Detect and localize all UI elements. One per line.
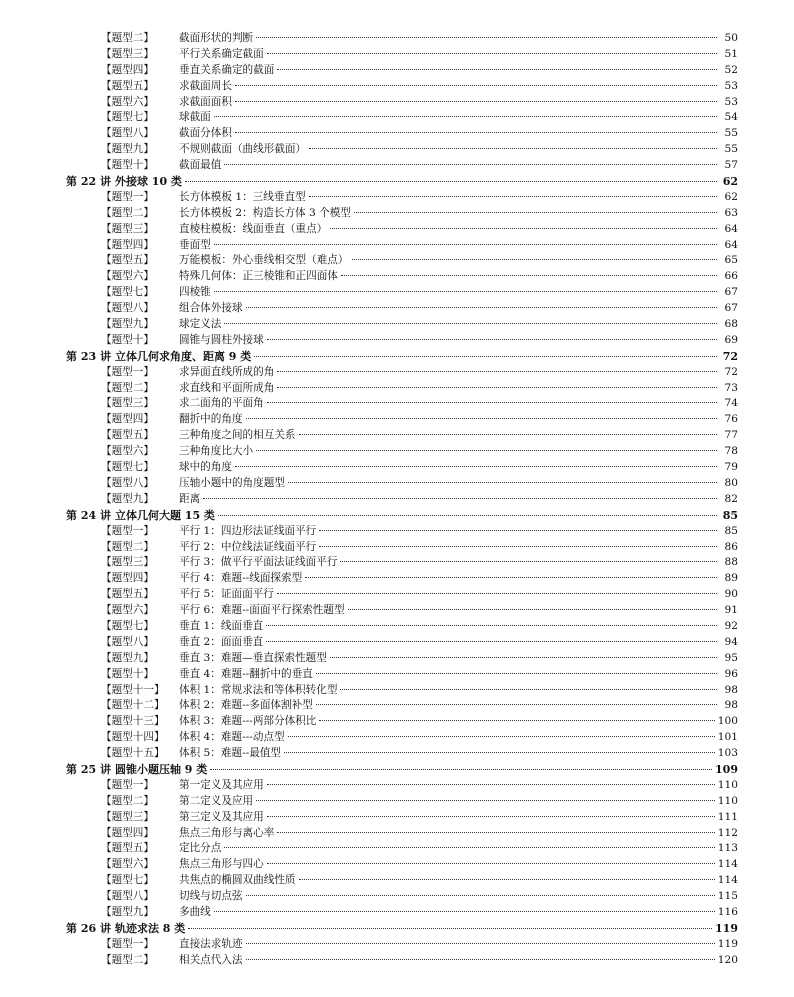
toc-entry[interactable] [66,428,738,444]
dot-leader [277,593,717,594]
entry-title: 平行 6：难题--面面平行探索性题型 [179,604,345,617]
entry-tag: 【题型九】 [101,318,154,331]
dot-leader [319,720,714,721]
page-number: 110 [717,778,738,791]
dot-leader [214,291,717,292]
page-number: 103 [717,747,738,760]
entry-tag: 【题型三】 [101,47,154,60]
toc-chapter-entry[interactable] [66,349,738,365]
toc-chapter-entry[interactable] [66,921,738,937]
dot-leader [246,895,715,896]
dot-leader [256,37,717,38]
toc-entry[interactable] [66,190,738,206]
entry-tag: 【题型一】 [101,365,154,378]
entry-title: 体积 5：难题--最值型 [179,747,282,760]
entry-tag: 【题型四】 [101,238,154,251]
dot-leader [185,181,717,182]
dot-leader [299,879,715,880]
page-number: 55 [724,143,738,156]
entry-tag: 【题型二】 [101,953,154,966]
entry-title: 平行 4：难题--线面探索型 [179,572,303,585]
entry-tag: 【题型三】 [101,556,154,569]
toc-entry[interactable] [66,444,738,460]
page-number: 67 [724,286,738,299]
entry-tag: 【题型一】 [101,524,154,537]
page-number: 53 [724,95,738,108]
toc-entry[interactable] [66,476,738,492]
dot-leader [348,609,717,610]
entry-title: 第三定义及其应用 [179,810,264,823]
entry-tag: 【题型五】 [101,254,154,267]
dot-leader [340,689,717,690]
entry-title: 共焦点的椭圆双曲线性质 [179,874,296,887]
dot-leader [309,196,717,197]
entry-title: 万能模板：外心垂线相交型（难点） [179,254,349,267]
entry-tag: 【题型七】 [101,111,154,124]
page-number: 64 [724,238,738,251]
toc-entry[interactable] [66,158,738,174]
entry-title: 平行 1：四边形法证线面平行 [179,524,317,537]
entry-tag: 【题型六】 [101,95,154,108]
entry-tag: 【题型六】 [101,445,154,458]
entry-title: 求异面直线所成的角 [179,365,275,378]
dot-leader [254,356,717,357]
entry-tag: 【题型九】 [101,492,154,505]
page-number: 65 [724,254,738,267]
page-number: 91 [724,604,738,617]
page-number: 95 [724,651,738,664]
entry-title: 圆锥与圆柱外接球 [179,333,264,346]
page-number: 76 [724,413,738,426]
page-number: 54 [724,111,738,124]
dot-leader [288,736,715,737]
page-number: 63 [724,206,738,219]
toc-entry[interactable] [66,79,738,95]
toc-entry[interactable] [66,651,738,667]
page-number: 98 [724,699,738,712]
entry-tag: 【题型六】 [101,270,154,283]
page-number: 114 [717,858,738,871]
entry-title: 三种角度比大小 [179,445,254,458]
entry-tag: 【题型六】 [101,604,154,617]
entry-tag: 【题型二】 [101,381,154,394]
dot-leader [246,418,717,419]
toc-entry[interactable] [66,826,738,842]
toc-entry[interactable] [66,698,738,714]
dot-leader [299,434,717,435]
toc-entry[interactable] [66,412,738,428]
dot-leader [267,53,717,54]
page-number: 62 [724,190,738,203]
toc-chapter-entry[interactable] [66,762,738,778]
page-number: 62 [722,175,738,189]
chapter-title: 立体几何求角度、距离 9 类 [114,349,252,363]
entry-title: 平行关系确定截面 [179,47,264,60]
entry-tag: 【题型十二】 [101,699,165,712]
page-number: 72 [722,349,738,363]
entry-title: 截面最值 [179,159,222,172]
dot-leader [319,530,717,531]
entry-title: 翻折中的角度 [179,413,243,426]
dot-leader [277,387,717,388]
dot-leader [256,450,717,451]
page-number: 112 [717,826,738,839]
entry-tag: 【题型八】 [101,890,154,903]
entry-tag: 【题型九】 [101,143,154,156]
toc-entry[interactable] [66,857,738,873]
entry-tag: 【题型十】 [101,667,154,680]
entry-title: 直棱柱模板：线面垂直（重点） [179,222,328,235]
dot-leader [277,832,714,833]
entry-title: 垂直 1：线面垂直 [179,619,264,632]
dot-leader [224,847,714,848]
page-number: 50 [724,32,738,44]
entry-tag: 【题型七】 [101,461,154,474]
chapter-number: 第 23 讲 [66,349,111,363]
entry-title: 求二面角的平面角 [179,397,264,410]
entry-tag: 【题型三】 [101,222,154,235]
entry-title: 相关点代入法 [179,953,243,966]
entry-title: 切线与切点弦 [179,890,243,903]
toc-entry[interactable] [66,905,738,921]
entry-title: 截面分体积 [179,127,232,140]
entry-title: 三种角度之间的相互关系 [179,429,296,442]
toc-entry[interactable] [66,142,738,158]
toc-entry[interactable] [66,381,738,397]
entry-tag: 【题型十三】 [101,715,165,728]
dot-leader [214,116,717,117]
dot-leader [309,148,717,149]
toc-entry[interactable] [66,238,738,254]
entry-title: 焦点三角形与离心率 [179,826,275,839]
dot-leader [330,657,717,658]
dot-leader [288,482,717,483]
toc-entry[interactable] [66,603,738,619]
page-number: 98 [724,683,738,696]
chapter-title: 轨迹求法 8 类 [114,921,186,935]
entry-tag: 【题型二】 [101,32,154,44]
dot-leader [246,307,717,308]
toc-entry[interactable] [66,810,738,826]
page-number: 55 [724,127,738,140]
dot-leader [340,561,717,562]
toc-entry[interactable] [66,524,738,540]
dot-leader [319,546,717,547]
entry-title: 多曲线 [179,905,211,918]
entry-title: 求截面面积 [179,95,232,108]
dot-leader [246,943,715,944]
entry-title: 特殊几何体：正三棱锥和正四面体 [179,270,338,283]
page-number: 51 [724,47,738,60]
entry-tag: 【题型一】 [101,937,154,950]
page-number: 69 [724,333,738,346]
toc-entry[interactable] [66,365,738,381]
entry-title: 球中的角度 [179,461,232,474]
toc-entry[interactable] [66,63,738,79]
chapter-title: 外接球 10 类 [114,175,182,189]
entry-tag: 【题型十一】 [101,683,165,696]
entry-tag: 【题型五】 [101,588,154,601]
entry-tag: 【题型四】 [101,413,154,426]
toc-entry[interactable] [66,714,738,730]
page-number: 96 [724,667,738,680]
dot-leader [214,911,715,912]
entry-tag: 【题型十】 [101,159,154,172]
page-number: 66 [724,270,738,283]
toc-entry[interactable] [66,253,738,269]
entry-tag: 【题型三】 [101,397,154,410]
dot-leader [210,769,712,770]
toc-entry[interactable] [66,301,738,317]
toc-entry[interactable] [66,873,738,889]
page-number: 85 [724,524,738,537]
dot-leader [235,466,717,467]
page-number: 101 [717,731,738,744]
toc-entry[interactable] [66,683,738,699]
entry-title: 求截面周长 [179,79,232,92]
entry-title: 垂直关系确定的截面 [179,63,275,76]
page-number: 67 [724,302,738,315]
toc-chapter-entry[interactable] [66,174,738,190]
toc-entry[interactable] [66,492,738,508]
entry-tag: 【题型四】 [101,63,154,76]
entry-title: 组合体外接球 [179,302,243,315]
entry-title: 定比分点 [179,842,222,855]
page-number: 116 [717,905,738,918]
toc-entry[interactable] [66,635,738,651]
page-number: 64 [724,222,738,235]
entry-tag: 【题型一】 [101,778,154,791]
entry-tag: 【题型八】 [101,302,154,315]
toc-entry[interactable] [66,285,738,301]
entry-tag: 【题型十】 [101,333,154,346]
dot-leader [267,339,717,340]
toc-entry[interactable] [66,47,738,63]
entry-tag: 【题型七】 [101,286,154,299]
toc-entry[interactable] [66,953,738,969]
dot-leader [246,959,715,960]
page-number: 114 [717,874,738,887]
entry-tag: 【题型六】 [101,858,154,871]
page-number: 111 [717,810,738,823]
dot-leader [330,228,717,229]
entry-title: 直接法求轨迹 [179,937,243,950]
dot-leader [352,259,718,260]
dot-leader [316,704,717,705]
entry-title: 距离 [179,492,201,505]
dot-leader [224,164,717,165]
toc-entry[interactable] [66,31,738,47]
entry-tag: 【题型三】 [101,810,154,823]
toc-entry[interactable] [66,794,738,810]
page-number: 53 [724,79,738,92]
toc-entry[interactable] [66,460,738,476]
toc-entry[interactable] [66,571,738,587]
entry-tag: 【题型五】 [101,842,154,855]
page-number: 113 [717,842,738,855]
dot-leader [305,577,717,578]
dot-leader [235,85,717,86]
toc-entry[interactable] [66,619,738,635]
entry-tag: 【题型八】 [101,127,154,140]
entry-tag: 【题型二】 [101,794,154,807]
page-number: 79 [724,461,738,474]
toc-entry[interactable] [66,667,738,683]
dot-leader [214,244,717,245]
toc-entry[interactable] [66,317,738,333]
chapter-number: 第 25 讲 [66,762,111,776]
entry-tag: 【题型九】 [101,651,154,664]
entry-tag: 【题型一】 [101,190,154,203]
entry-tag: 【题型五】 [101,429,154,442]
entry-tag: 【题型十四】 [101,731,165,744]
page-number: 86 [724,540,738,553]
toc-entry[interactable] [66,889,738,905]
page-number: 100 [717,715,738,728]
entry-title: 垂直 4：难题--翻折中的垂直 [179,667,313,680]
entry-tag: 【题型四】 [101,572,154,585]
chapter-number: 第 24 讲 [66,508,111,522]
dot-leader [266,625,717,626]
chapter-number: 第 26 讲 [66,921,111,935]
dot-leader [267,402,717,403]
page-number: 85 [722,508,738,522]
toc-entry[interactable] [66,778,738,794]
entry-title: 第二定义及应用 [179,794,254,807]
entry-title: 不规则截面（曲线形截面） [179,143,307,156]
entry-title: 体积 1：常规求法和等体积转化型 [179,683,338,696]
page-number: 89 [724,572,738,585]
page-number: 88 [724,556,738,569]
page-number: 90 [724,588,738,601]
entry-title: 体积 2：难题--多面体割补型 [179,699,313,712]
entry-tag: 【题型九】 [101,905,154,918]
entry-tag: 【题型二】 [101,540,154,553]
entry-title: 平行 3：做平行平面法证线面平行 [179,556,338,569]
entry-title: 垂面型 [179,238,211,251]
page-number: 57 [724,159,738,172]
chapter-title: 圆锥小题压轴 9 类 [114,762,208,776]
entry-title: 焦点三角形与四心 [179,858,264,871]
toc-chapter-entry[interactable] [66,508,738,524]
dot-leader [341,275,717,276]
page-number: 120 [717,953,738,966]
entry-title: 长方体模板 2：构造长方体 3 个模型 [179,206,351,219]
toc-entry[interactable] [66,396,738,412]
entry-tag: 【题型四】 [101,826,154,839]
dot-leader [316,673,717,674]
page-number: 78 [724,445,738,458]
toc-entry[interactable] [66,841,738,857]
entry-title: 求直线和平面所成角 [179,381,275,394]
entry-title: 平行 5：证面面平行 [179,588,274,601]
page-number: 74 [724,397,738,410]
toc-entry[interactable] [66,746,738,762]
toc-entry[interactable] [66,333,738,349]
entry-title: 截面形状的判断 [179,32,254,44]
toc-entry[interactable] [66,937,738,953]
page-number: 72 [724,365,738,378]
toc-entry[interactable] [66,110,738,126]
page-number: 109 [715,762,738,776]
dot-leader [266,641,717,642]
dot-leader [224,323,717,324]
entry-tag: 【题型五】 [101,79,154,92]
page-number: 73 [724,381,738,394]
entry-title: 球截面 [179,111,211,124]
page-number: 110 [717,794,738,807]
dot-leader [256,800,715,801]
toc-entry[interactable] [66,222,738,238]
page-number: 119 [717,937,738,950]
entry-tag: 【题型二】 [101,206,154,219]
entry-tag: 【题型七】 [101,874,154,887]
page-number: 115 [717,890,738,903]
toc-entry[interactable] [66,95,738,111]
toc-entry[interactable] [66,206,738,222]
dot-leader [203,498,717,499]
dot-leader [235,101,717,102]
entry-title: 垂直 3：难题—垂直探索性题型 [179,651,327,664]
dot-leader [188,928,712,929]
dot-leader [284,752,715,753]
dot-leader [267,784,715,785]
dot-leader [267,816,715,817]
page-number: 80 [724,476,738,489]
toc-entry[interactable] [66,540,738,556]
dot-leader [354,212,717,213]
entry-tag: 【题型八】 [101,635,154,648]
entry-title: 第一定义及其应用 [179,778,264,791]
entry-title: 四棱锥 [179,286,211,299]
entry-title: 压轴小题中的角度题型 [179,476,285,489]
dot-leader [218,515,717,516]
entry-title: 长方体模板 1：三线垂直型 [179,190,306,203]
entry-title: 体积 4：难题---动点型 [179,731,285,744]
dot-leader [277,69,717,70]
page-number: 82 [724,492,738,505]
entry-tag: 【题型十五】 [101,747,165,760]
entry-title: 平行 2：中位线法证线面平行 [179,540,317,553]
page-number: 94 [724,635,738,648]
entry-tag: 【题型七】 [101,619,154,632]
entry-tag: 【题型八】 [101,476,154,489]
page-number: 77 [724,429,738,442]
dot-leader [235,132,717,133]
chapter-number: 第 22 讲 [66,175,111,189]
page-number: 119 [715,921,738,935]
table-of-contents [66,31,738,969]
toc-entry[interactable] [66,126,738,142]
toc-entry[interactable] [66,587,738,603]
entry-title: 垂直 2：面面垂直 [179,635,264,648]
page-number: 68 [724,318,738,331]
dot-leader [267,863,715,864]
toc-entry[interactable] [66,555,738,571]
entry-title: 球定义法 [179,318,222,331]
page-number: 92 [724,619,738,632]
chapter-title: 立体几何大题 15 类 [114,508,215,522]
entry-title: 体积 3：难题---两部分体积比 [179,715,317,728]
toc-entry[interactable] [66,269,738,285]
toc-entry[interactable] [66,730,738,746]
page-number: 52 [724,63,738,76]
dot-leader [277,371,717,372]
